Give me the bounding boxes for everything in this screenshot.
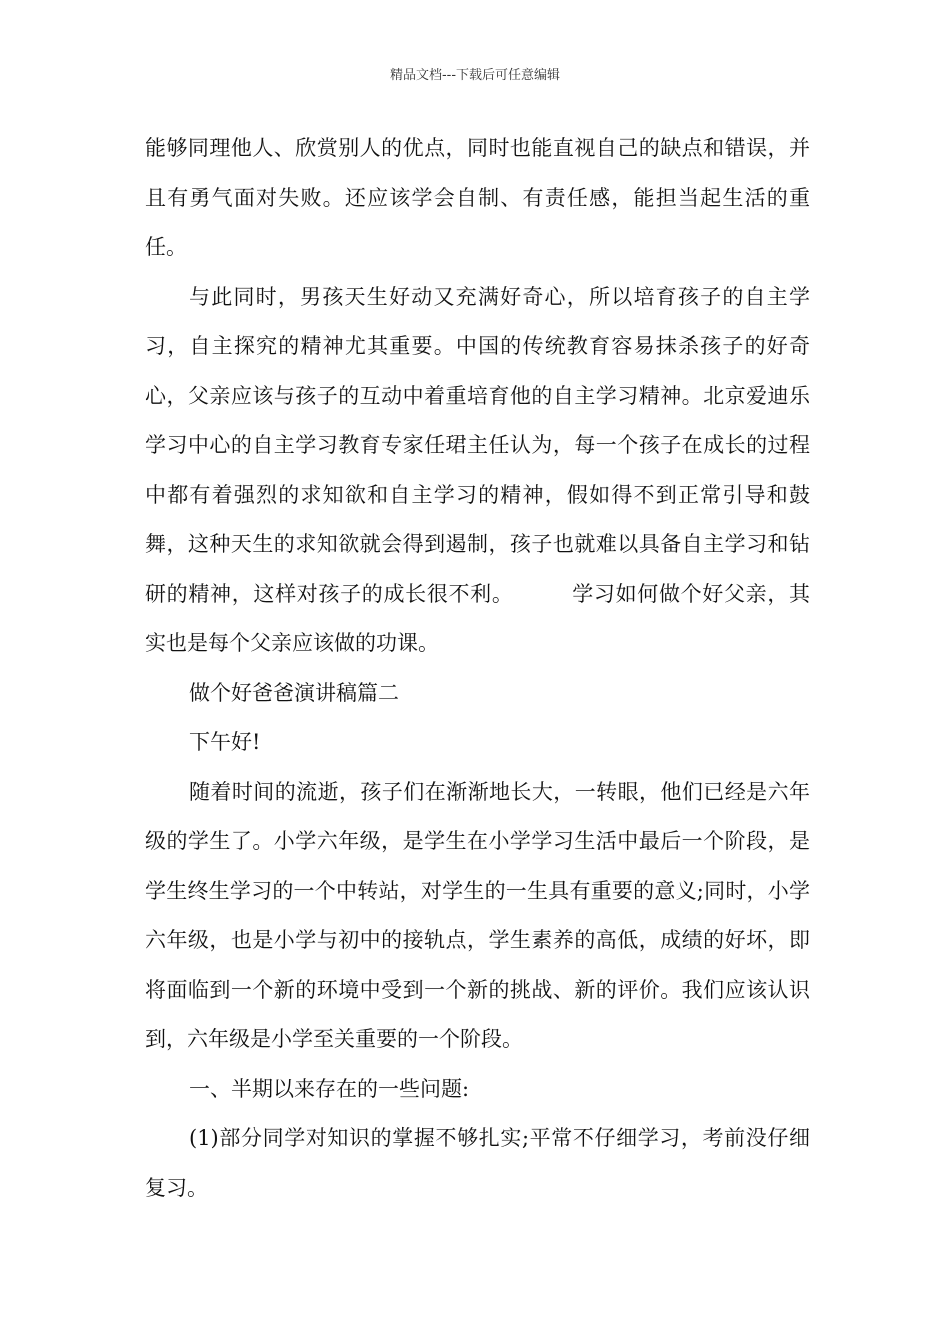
list-item [145,1114,810,1213]
paragraph [145,768,810,1065]
paragraph [145,124,810,273]
page-header: 精品文档---下载后可任意编辑 [389,68,561,83]
greeting [145,718,810,768]
subheading [145,1065,810,1115]
greeting-text: 下午好! [189,730,261,754]
subheading-text: 一、半期以来存在的一些问题: [189,1076,470,1101]
paragraph-text: 与此同时，男孩天生好动又充满好奇心，所以培育孩子的自主学习，自主探究的精神尤其重要。中国的传统教育容易抹杀孩子的好奇心，父亲应该与孩子的互动中着重培育他的自主学习精神。北京爱迪乐学习中心的自主学习教育专家任珺主任认为，每一个孩子在成长的过程中都有着强烈的求知欲和自主学习的精神，假如得不到正常引导和鼓舞，这种天生的求知欲就会得到遏制，孩子也就难以具备自主学习和钻研的精神，这样对孩子的成长很不利。 [145,284,810,606]
paragraph [145,273,810,669]
section-title [145,669,810,719]
section-title-text: 做个好爸爸演讲稿篇二 [189,680,399,705]
document-body [145,124,810,1213]
paragraph-text-continued: 学习如何做个好父亲，其实也是每个父亲应该做的功课。 [145,581,811,655]
list-item-text: (1)部分同学对知识的掌握不够扎实;平常不仔细学习，考前没仔细复习。 [145,1126,810,1200]
paragraph-text: 随着时间的流逝，孩子们在渐渐地长大，一转眼，他们已经是六年级的学生了。小学六年级，是学生在小学学习生活中最后一个阶段，是学生终生学习的一个中转站，对学生的一生具有重要的意义;同时，小学六年级，也是小学与初中的接轨点，学生素养的高低，成绩的好坏，即将面临到一个新的环境中受到一个新的挑战、新的评价。我们应该认识到，六年级是小学至关重要的一个阶段。 [145,779,810,1051]
paragraph-text: 能够同理他人、欣赏别人的优点，同时也能直视自己的缺点和错误，并且有勇气面对失败。还应该学会自制、有责任感，能担当起生活的重任。 [145,136,810,259]
